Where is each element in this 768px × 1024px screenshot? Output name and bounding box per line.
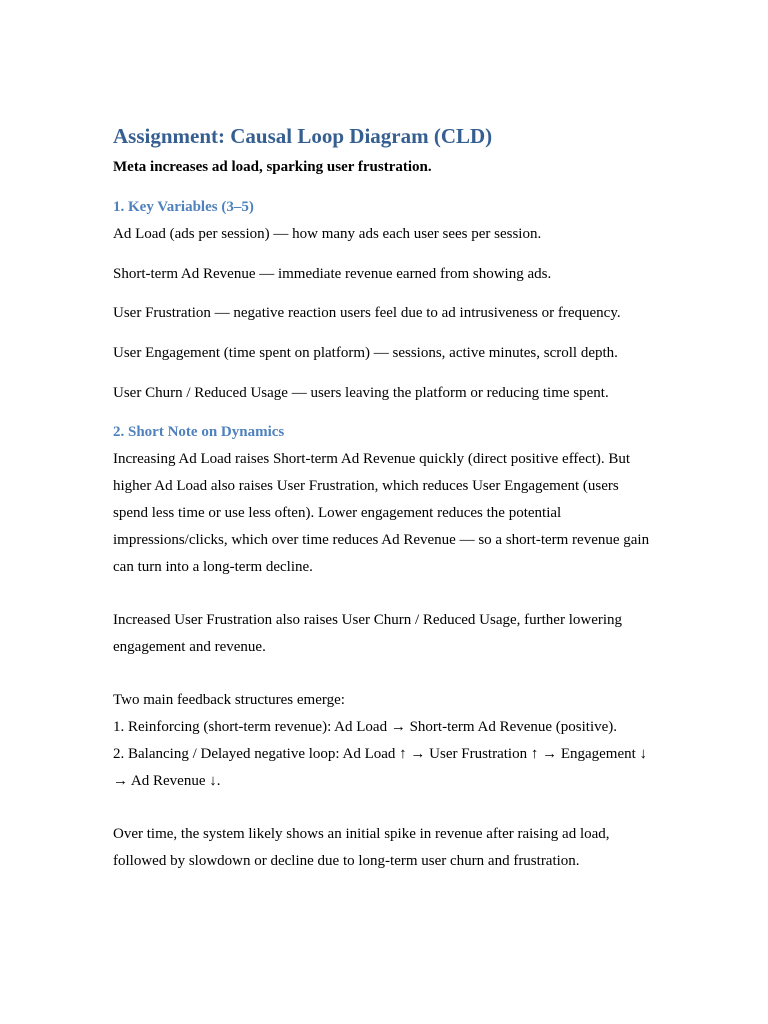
feedback-loop-balancing: 2. Balancing / Delayed negative loop: Ad Load ↑ → User Frustration ↑ → Engagement ↓ [113,746,648,762]
dynamics-paragraph-line: spend less time or use less often). Lower engagement reduces the potential [113,505,562,521]
dynamics-paragraph-line: can turn into a long-term decline. [113,559,313,575]
conclusion-paragraph-line: Over time, the system likely shows an initial spike in revenue after raising ad load, [113,826,610,842]
feedback-loop-reinforcing: 1. Reinforcing (short-term revenue): Ad Load → Short-term Ad Revenue (positive). [113,719,618,735]
variable-short-term-ad-revenue: Short-term Ad Revenue — immediate revenue earned from showing ads. [113,266,552,282]
variable-ad-load: Ad Load (ads per session) — how many ads each user sees per session. [113,226,542,242]
conclusion-paragraph-line: followed by slowdown or decline due to long-term user churn and frustration. [113,853,580,869]
section-heading-key-variables: 1. Key Variables (3–5) [113,199,254,215]
dynamics-paragraph-line: higher Ad Load also raises User Frustration, which reduces User Engagement (users [113,478,619,494]
dynamics-paragraph-line: impressions/clicks, which over time reduces Ad Revenue — so a short-term revenue gain [113,532,650,548]
variable-user-frustration: User Frustration — negative reaction users feel due to ad intrusiveness or frequency. [113,305,621,321]
section-heading-dynamics: 2. Short Note on Dynamics [113,424,285,440]
document-subtitle: Meta increases ad load, sparking user frustration. [113,159,432,175]
document-title: Assignment: Causal Loop Diagram (CLD) [113,124,493,148]
churn-paragraph-line: engagement and revenue. [113,639,266,655]
feedback-intro-line: Two main feedback structures emerge: [113,692,345,708]
dynamics-paragraph-line: Increasing Ad Load raises Short-term Ad Revenue quickly (direct positive effect). But [113,451,631,467]
feedback-loop-balancing-continued: → Ad Revenue ↓. [113,773,221,789]
churn-paragraph-line: Increased User Frustration also raises User Churn / Reduced Usage, further lowering [113,612,623,628]
variable-user-engagement: User Engagement (time spent on platform) — sessions, active minutes, scroll depth. [113,345,618,361]
variable-user-churn: User Churn / Reduced Usage — users leaving the platform or reducing time spent. [113,385,609,401]
